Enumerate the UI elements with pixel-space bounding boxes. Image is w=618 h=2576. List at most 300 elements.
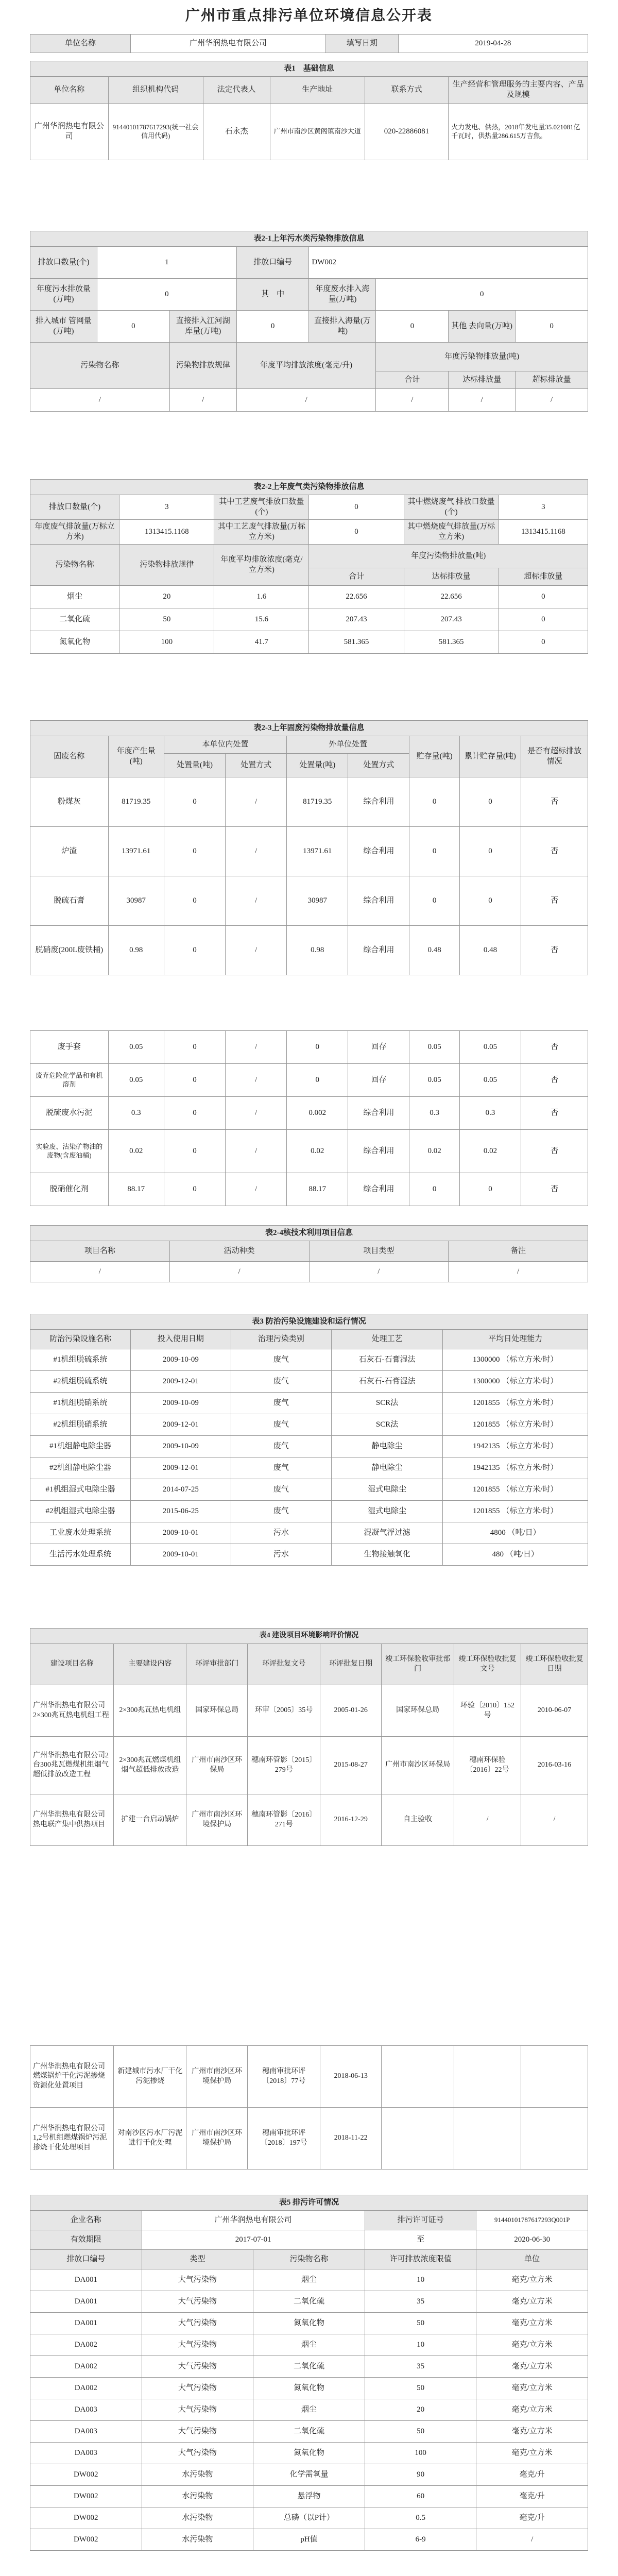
table-cell: 6-9 bbox=[365, 2529, 476, 2551]
table-cell: DW002 bbox=[309, 247, 588, 279]
table-cell: 0 bbox=[499, 608, 588, 631]
table-cell: 0 bbox=[164, 876, 225, 926]
table-cell: 大气污染物 bbox=[142, 2334, 253, 2356]
table-cell: 自主验收 bbox=[382, 1794, 454, 1846]
table-cell: 1201855 （标立方米/时） bbox=[443, 1393, 588, 1414]
table-cell: 2015-06-25 bbox=[130, 1501, 231, 1522]
table-cell: 0 bbox=[164, 1064, 225, 1097]
table-cell: 41.7 bbox=[214, 631, 309, 654]
table-cell: 2009-10-01 bbox=[130, 1522, 231, 1544]
table-discharge-permit bbox=[30, 2195, 588, 2551]
table-cell: 废弃危险化学品和有机溶剂 bbox=[30, 1064, 109, 1097]
table-header: 污染物名称 bbox=[253, 2250, 365, 2269]
table-header: 处理工艺 bbox=[331, 1330, 443, 1349]
table-cell: 0 bbox=[459, 827, 521, 876]
table-cell: 2×300兆瓦燃煤机组烟气超低排放改造 bbox=[114, 1737, 186, 1794]
table-cell: 207.43 bbox=[404, 608, 499, 631]
table-cell: 2010-06-07 bbox=[521, 1685, 588, 1737]
table-cell: 对南沙区污水厂污泥进行干化处理 bbox=[114, 2108, 186, 2170]
table-cell: 100 bbox=[365, 2443, 476, 2464]
table-cell: 二氧化硫 bbox=[253, 2356, 365, 2378]
table-header: 项目类型 bbox=[309, 1241, 449, 1262]
table-cell: 2018-06-13 bbox=[320, 2046, 382, 2108]
table-eia-continued bbox=[30, 2045, 588, 2170]
header-label: 填写日期 bbox=[325, 35, 398, 53]
table-cell: 2009-12-01 bbox=[130, 1458, 231, 1479]
table-header: 污染物排放规律 bbox=[119, 545, 214, 586]
table-header: 环评批复文号 bbox=[248, 1644, 320, 1685]
table-cell: 0.3 bbox=[459, 1097, 521, 1130]
table-header: 竣工环保验收批复日期 bbox=[521, 1644, 588, 1685]
table-header: 超标排放量 bbox=[499, 568, 588, 586]
table-solid-waste bbox=[30, 720, 588, 975]
table-cell: 石灰石-石膏湿法 bbox=[331, 1349, 443, 1371]
table-title: 表2-3上年固废污染物排放量信息 bbox=[30, 721, 588, 736]
table-header: 直接排入江河湖库量(万吨) bbox=[169, 311, 236, 343]
table-cell: / bbox=[226, 926, 287, 975]
table-cell: 0.002 bbox=[287, 1097, 348, 1130]
table-cell: #1机组湿式电除尘器 bbox=[30, 1479, 131, 1501]
table-cell: 二氧化硫 bbox=[30, 608, 119, 631]
table-cell: 综合利用 bbox=[348, 926, 409, 975]
table-header: 环评审批部门 bbox=[186, 1644, 248, 1685]
table-cell: 480 （吨/日） bbox=[443, 1544, 588, 1566]
table-cell: / bbox=[376, 389, 449, 412]
table-cell: 60 bbox=[365, 2486, 476, 2507]
table-header: 项目名称 bbox=[30, 1241, 170, 1262]
table-header: 年度废水排入海量(万吨) bbox=[309, 279, 376, 311]
table-cell: 10 bbox=[365, 2269, 476, 2291]
table-header: 其中燃烧废气 排放口数量(个) bbox=[404, 495, 499, 520]
table-cell: 0.98 bbox=[287, 926, 348, 975]
table-cell: 0 bbox=[459, 777, 521, 827]
table-header: 污染物名称 bbox=[30, 545, 119, 586]
table-cell: 广州华润热电有限公司 bbox=[142, 2211, 365, 2230]
table-cell: #1机组脱硫系统 bbox=[30, 1349, 131, 1371]
table-header: 主要建设内容 bbox=[114, 1644, 186, 1685]
table-cell: / bbox=[449, 1262, 588, 1282]
table-cell: 2018-11-22 bbox=[320, 2108, 382, 2170]
table-cell: 废气 bbox=[231, 1501, 331, 1522]
table-nuclear-tech bbox=[30, 1225, 588, 1282]
table-cell: 0 bbox=[164, 1173, 225, 1206]
table-cell: 10 bbox=[365, 2334, 476, 2356]
table-cell: 毫克/立方米 bbox=[476, 2443, 588, 2464]
table-cell: 2015-08-27 bbox=[320, 1737, 382, 1794]
table-cell: 炉渣 bbox=[30, 827, 109, 876]
table-header: 组织机构代码 bbox=[108, 77, 203, 104]
table-header: 污染物排放规律 bbox=[169, 343, 236, 389]
table-cell: SCR法 bbox=[331, 1414, 443, 1436]
table-cell: SCR法 bbox=[331, 1393, 443, 1414]
table-cell: 毫克/升 bbox=[476, 2464, 588, 2486]
table-cell bbox=[521, 2108, 588, 2170]
table-cell: 烟尘 bbox=[253, 2334, 365, 2356]
table-cell: 脱硝废(200L废铁桶) bbox=[30, 926, 109, 975]
table-cell: 二氧化硫 bbox=[253, 2421, 365, 2443]
table-cell: 水污染物 bbox=[142, 2529, 253, 2551]
table-cell: 回存 bbox=[348, 1064, 409, 1097]
table-cell: 静电除尘 bbox=[331, 1458, 443, 1479]
table-cell: 污水 bbox=[231, 1544, 331, 1566]
table-cell: 0.48 bbox=[459, 926, 521, 975]
table-cell: 湿式电除尘 bbox=[331, 1479, 443, 1501]
table-cell: / bbox=[169, 389, 236, 412]
table-cell: 91440101787617293Q001P bbox=[476, 2211, 588, 2230]
table-cell: 广州华润热电有限公司2×300兆瓦热电机组工程 bbox=[30, 1685, 114, 1737]
table-header: 排放口数量(个) bbox=[30, 247, 97, 279]
table-cell: 0 bbox=[164, 1031, 225, 1064]
table-cell: #2机组脱硝系统 bbox=[30, 1414, 131, 1436]
table-cell: 0 bbox=[287, 1031, 348, 1064]
table-cell: #2机组静电除尘器 bbox=[30, 1458, 131, 1479]
table-cell: 氮氧化物 bbox=[253, 2443, 365, 2464]
header-value: 2019-04-28 bbox=[398, 35, 588, 53]
table-cell: 大气污染物 bbox=[142, 2269, 253, 2291]
table-cell: 1300000 （标立方米/时） bbox=[443, 1371, 588, 1393]
table-cell: DW002 bbox=[30, 2464, 142, 2486]
table-cell: / bbox=[30, 389, 170, 412]
table-cell: 2017-07-01 bbox=[142, 2230, 365, 2250]
table-header: 其 中 bbox=[236, 279, 309, 311]
table-cell: 50 bbox=[365, 2378, 476, 2399]
table-cell: 否 bbox=[521, 777, 588, 827]
table-cell: / bbox=[449, 389, 516, 412]
table-header: 企业名称 bbox=[30, 2211, 142, 2230]
table-cell: 生物接触氧化 bbox=[331, 1544, 443, 1566]
table-cell: 大气污染物 bbox=[142, 2378, 253, 2399]
table-cell: 废气 bbox=[231, 1458, 331, 1479]
header-value: 广州华润热电有限公司 bbox=[130, 35, 325, 53]
table-cell: 2009-10-01 bbox=[130, 1544, 231, 1566]
table-cell: DW002 bbox=[30, 2529, 142, 2551]
table-cell: 环审〔2005〕35号 bbox=[248, 1685, 320, 1737]
table-cell: 0 bbox=[409, 1173, 459, 1206]
table-cell: 20 bbox=[119, 586, 214, 608]
table-cell: pH值 bbox=[253, 2529, 365, 2551]
table-cell: / bbox=[226, 777, 287, 827]
table-header: 排放口编号 bbox=[30, 2250, 142, 2269]
table-cell: 35 bbox=[365, 2291, 476, 2313]
table-cell: 氮氧化物 bbox=[30, 631, 119, 654]
table-cell: 毫克/立方米 bbox=[476, 2313, 588, 2334]
table-cell: 烟尘 bbox=[253, 2399, 365, 2421]
table-cell: 0.48 bbox=[409, 926, 459, 975]
table-cell: 2016-03-16 bbox=[521, 1737, 588, 1794]
table-header: 类型 bbox=[142, 2250, 253, 2269]
table-cell: 22.656 bbox=[404, 586, 499, 608]
document-title: 广州市重点排污单位环境信息公开表 bbox=[185, 8, 433, 24]
table-header: 是否有超标排放情况 bbox=[521, 736, 588, 777]
table-cell: 静电除尘 bbox=[331, 1436, 443, 1458]
table-cell: 广州华润热电有限公司 bbox=[30, 104, 109, 160]
table-cell: 大气污染物 bbox=[142, 2291, 253, 2313]
table-cell: 0 bbox=[164, 1097, 225, 1130]
table-title: 表3 防治污染设施建设和运行情况 bbox=[30, 1314, 588, 1330]
table-cell: DA001 bbox=[30, 2313, 142, 2334]
table-title: 表2-1上年污水类污染物排放信息 bbox=[30, 231, 588, 247]
table-cell: 回存 bbox=[348, 1031, 409, 1064]
table-cell: 2×300兆瓦热电机组 bbox=[114, 1685, 186, 1737]
table-cell: 综合利用 bbox=[348, 1173, 409, 1206]
table-cell: 581.365 bbox=[309, 631, 404, 654]
table-header: 年度污染物排放量(吨) bbox=[376, 343, 588, 371]
table-cell: 毫克/立方米 bbox=[476, 2378, 588, 2399]
table-cell: 88.17 bbox=[108, 1173, 164, 1206]
table-cell: / bbox=[226, 876, 287, 926]
table-cell: 0 bbox=[164, 777, 225, 827]
table-cell: 广州市南沙区环境保护局 bbox=[186, 2108, 248, 2170]
table-cell: 广州华润热电有限公司热电联产集中供热项目 bbox=[30, 1794, 114, 1846]
table-cell: 废手套 bbox=[30, 1031, 109, 1064]
table-cell: 穗南审批环评〔2018〕197号 bbox=[248, 2108, 320, 2170]
table-cell bbox=[382, 2108, 454, 2170]
table-cell: 0 bbox=[97, 279, 236, 311]
table-cell: 0.02 bbox=[409, 1130, 459, 1173]
table-header: 年度平均排放浓度(毫克/立方米) bbox=[214, 545, 309, 586]
table-cell: 化学需氧量 bbox=[253, 2464, 365, 2486]
table-cell: 1 bbox=[97, 247, 236, 279]
table-cell: 大气污染物 bbox=[142, 2443, 253, 2464]
table-cell: 否 bbox=[521, 876, 588, 926]
table-cell: 0.5 bbox=[365, 2507, 476, 2529]
table-title: 表2-4核技术利用项目信息 bbox=[30, 1226, 588, 1241]
table-cell: DA002 bbox=[30, 2378, 142, 2399]
table-header: 有效期限 bbox=[30, 2230, 142, 2250]
table-cell: 2009-12-01 bbox=[130, 1371, 231, 1393]
table-header: 其中工艺废气排放量(万标立方米) bbox=[214, 520, 309, 545]
table-header: 其中工艺废气排放口数量(个) bbox=[214, 495, 309, 520]
table-cell: 否 bbox=[521, 926, 588, 975]
table-cell: 30987 bbox=[108, 876, 164, 926]
table-cell: 1313415.1168 bbox=[119, 520, 214, 545]
table-header: 处置方式 bbox=[348, 754, 409, 777]
table-cell: 大气污染物 bbox=[142, 2356, 253, 2378]
table-cell: 2014-07-25 bbox=[130, 1479, 231, 1501]
table-cell: 0 bbox=[499, 631, 588, 654]
table-cell: 毫克/立方米 bbox=[476, 2334, 588, 2356]
table-cell: 81719.35 bbox=[108, 777, 164, 827]
table-cell: 581.365 bbox=[404, 631, 499, 654]
table-header: 达标排放量 bbox=[449, 371, 516, 389]
table-cell: 20 bbox=[365, 2399, 476, 2421]
table-cell: 50 bbox=[119, 608, 214, 631]
table-cell: 广州市南沙区环境保护局 bbox=[186, 2046, 248, 2108]
table-solid-waste-continued bbox=[30, 1030, 588, 1206]
table-header: 年度废气排放量(万标立方米) bbox=[30, 520, 119, 545]
table-cell: 广州市南沙区环保局 bbox=[186, 1737, 248, 1794]
table-cell: 石灰石-石膏湿法 bbox=[331, 1371, 443, 1393]
table-cell: 91440101787617293(统一社会信用代码) bbox=[108, 104, 203, 160]
table-header: 治理污染类别 bbox=[231, 1330, 331, 1349]
table-header: 环评批复日期 bbox=[320, 1644, 382, 1685]
table-cell: 火力发电、供热，2018年发电量35.021081亿千瓦时，供热量286.615万吉焦。 bbox=[449, 104, 588, 160]
table-cell: 207.43 bbox=[309, 608, 404, 631]
table-cell: 国家环保总局 bbox=[186, 1685, 248, 1737]
table-cell: 粉煤灰 bbox=[30, 777, 109, 827]
table-header: 法定代表人 bbox=[203, 77, 270, 104]
table-cell: 1201855 （标立方米/时） bbox=[443, 1501, 588, 1522]
table-cell bbox=[454, 2046, 521, 2108]
table-cell: DA003 bbox=[30, 2443, 142, 2464]
table-cell: 1201855 （标立方米/时） bbox=[443, 1414, 588, 1436]
table-cell: 否 bbox=[521, 1173, 588, 1206]
table-cell: 3 bbox=[119, 495, 214, 520]
table-cell: 实验废、沾染矿物油的废物(含废油桶) bbox=[30, 1130, 109, 1173]
table-cell: 广州华润热电有限公司2台300兆瓦燃煤机组烟气超低排放改造工程 bbox=[30, 1737, 114, 1794]
table-cell: 15.6 bbox=[214, 608, 309, 631]
table-cell: 2009-10-09 bbox=[130, 1436, 231, 1458]
table-cell: 0.05 bbox=[459, 1064, 521, 1097]
table-cell: / bbox=[169, 1262, 309, 1282]
table-cell: 毫克/立方米 bbox=[476, 2269, 588, 2291]
table-cell: / bbox=[309, 1262, 449, 1282]
table-cell: 30987 bbox=[287, 876, 348, 926]
table-cell: 0.3 bbox=[108, 1097, 164, 1130]
table-cell bbox=[382, 2046, 454, 2108]
table-cell: 否 bbox=[521, 1130, 588, 1173]
table-cell: #1机组静电除尘器 bbox=[30, 1436, 131, 1458]
table-cell: 13971.61 bbox=[108, 827, 164, 876]
table-cell: 0 bbox=[409, 827, 459, 876]
table-header: 固废名称 bbox=[30, 736, 109, 777]
table-cell: 否 bbox=[521, 1097, 588, 1130]
table-header: 年度平均排放浓度(毫克/升) bbox=[236, 343, 376, 389]
table-cell: / bbox=[236, 389, 376, 412]
table-cell: 0 bbox=[164, 1130, 225, 1173]
table-header: 直接排入海量(万吨) bbox=[309, 311, 376, 343]
table-cell: 广州市南沙区黄阁镇南沙大道 bbox=[270, 104, 365, 160]
table-cell: 废气 bbox=[231, 1349, 331, 1371]
table-cell: 混凝气浮过滤 bbox=[331, 1522, 443, 1544]
table-cell: 烟尘 bbox=[30, 586, 119, 608]
table-cell: 0 bbox=[376, 279, 588, 311]
table-cell: 毫克/立方米 bbox=[476, 2356, 588, 2378]
table-cell: 2020-06-30 bbox=[476, 2230, 588, 2250]
table-cell: / bbox=[226, 827, 287, 876]
table-cell: 综合利用 bbox=[348, 1097, 409, 1130]
table-cell: 3 bbox=[499, 495, 588, 520]
table-header: 本单位内处置 bbox=[164, 736, 286, 754]
table-cell: 1300000 （标立方米/时） bbox=[443, 1349, 588, 1371]
table-cell: DW002 bbox=[30, 2507, 142, 2529]
table-cell: 大气污染物 bbox=[142, 2399, 253, 2421]
table-header: 处置量(吨) bbox=[287, 754, 348, 777]
table-cell: 脱硫石膏 bbox=[30, 876, 109, 926]
table-cell: 0.98 bbox=[108, 926, 164, 975]
table-cell: 0 bbox=[409, 777, 459, 827]
table-cell: 穗南环管影〔2015〕279号 bbox=[248, 1737, 320, 1794]
table-cell: 综合利用 bbox=[348, 777, 409, 827]
table-header: 其他 去向量(万吨) bbox=[449, 311, 516, 343]
table-header: 建设项目名称 bbox=[30, 1644, 114, 1685]
table-cell: 毫克/立方米 bbox=[476, 2291, 588, 2313]
table-cell: 2009-10-09 bbox=[130, 1349, 231, 1371]
table-cell: 广州市南沙区环境保护局 bbox=[186, 1794, 248, 1846]
table-cell: 1942135 （标立方米/时） bbox=[443, 1436, 588, 1458]
table-cell: 综合利用 bbox=[348, 827, 409, 876]
table-cell: 脱硝催化剂 bbox=[30, 1173, 109, 1206]
table-header: 其中燃烧废气排放量(万标立方米) bbox=[404, 520, 499, 545]
table-cell: 4800 （吨/日） bbox=[443, 1522, 588, 1544]
table-cell: 毫克/立方米 bbox=[476, 2399, 588, 2421]
table-cell: 50 bbox=[365, 2421, 476, 2443]
table-cell: 工业废水处理系统 bbox=[30, 1522, 131, 1544]
table-cell bbox=[454, 2108, 521, 2170]
table-cell: 湿式电除尘 bbox=[331, 1501, 443, 1522]
table-header: 单位 bbox=[476, 2250, 588, 2269]
table-cell: 0.02 bbox=[287, 1130, 348, 1173]
table-cell: 0 bbox=[236, 311, 309, 343]
table-pollution-facilities bbox=[30, 1314, 588, 1566]
table-cell: 穗南环管影〔2016〕271号 bbox=[248, 1794, 320, 1846]
table-cell: / bbox=[454, 1794, 521, 1846]
table-cell: / bbox=[226, 1173, 287, 1206]
table-cell: / bbox=[476, 2529, 588, 2551]
table-cell: / bbox=[226, 1130, 287, 1173]
table-cell: 烟尘 bbox=[253, 2269, 365, 2291]
table-cell: DA001 bbox=[30, 2291, 142, 2313]
table-header: 达标排放量 bbox=[404, 568, 499, 586]
table-header: 累计贮存量(吨) bbox=[459, 736, 521, 777]
table-title: 表1 基础信息 bbox=[30, 61, 588, 77]
table-cell: 新建城市污水厂干化污泥掺烧 bbox=[114, 2046, 186, 2108]
table-cell: 1201855 （标立方米/时） bbox=[443, 1479, 588, 1501]
table-cell bbox=[521, 2046, 588, 2108]
table-header: 外单位处置 bbox=[287, 736, 409, 754]
table-title: 表5 排污许可情况 bbox=[30, 2195, 588, 2211]
table-cell: 1942135 （标立方米/时） bbox=[443, 1458, 588, 1479]
table-cell: 国家环保总局 bbox=[382, 1685, 454, 1737]
table-cell: 50 bbox=[365, 2313, 476, 2334]
table-header: 生产经营和管理服务的主要内容、产品及规模 bbox=[449, 77, 588, 104]
table-cell: DA003 bbox=[30, 2421, 142, 2443]
table-cell: 氮氧化物 bbox=[253, 2378, 365, 2399]
table-header: 合计 bbox=[376, 371, 449, 389]
table-cell: 氮氧化物 bbox=[253, 2313, 365, 2334]
table-cell: 穗南审批环评〔2018〕77号 bbox=[248, 2046, 320, 2108]
table-header: 竣工环保验收审批部门 bbox=[382, 1644, 454, 1685]
table-cell: DA002 bbox=[30, 2334, 142, 2356]
table-cell: 0 bbox=[459, 1173, 521, 1206]
table-header: 超标排放量 bbox=[516, 371, 588, 389]
header-label: 单位名称 bbox=[30, 35, 131, 53]
table-header: 单位名称 bbox=[30, 77, 109, 104]
table-cell: 废气 bbox=[231, 1393, 331, 1414]
table-cell: 毫克/升 bbox=[476, 2486, 588, 2507]
table-cell: / bbox=[30, 1262, 170, 1282]
table-exhaust-gas bbox=[30, 479, 588, 654]
table-cell: 废气 bbox=[231, 1414, 331, 1436]
table-header: 生产地址 bbox=[270, 77, 365, 104]
table-cell: 0 bbox=[287, 1064, 348, 1097]
table-cell: 0 bbox=[459, 876, 521, 926]
table-header: 联系方式 bbox=[365, 77, 448, 104]
table-cell: #2机组脱硫系统 bbox=[30, 1371, 131, 1393]
table-cell: 否 bbox=[521, 1031, 588, 1064]
table-header: 处置方式 bbox=[226, 754, 287, 777]
table-cell: 22.656 bbox=[309, 586, 404, 608]
table-cell: 0 bbox=[409, 876, 459, 926]
table-cell: DW002 bbox=[30, 2486, 142, 2507]
table-header: 排污许可证号 bbox=[365, 2211, 476, 2230]
table-cell: 毫克/立方米 bbox=[476, 2421, 588, 2443]
table-cell: 0.05 bbox=[409, 1031, 459, 1064]
table-cell: / bbox=[521, 1794, 588, 1846]
table-cell: 否 bbox=[521, 1064, 588, 1097]
table-header: 贮存量(吨) bbox=[409, 736, 459, 777]
table-cell: 0.05 bbox=[108, 1064, 164, 1097]
